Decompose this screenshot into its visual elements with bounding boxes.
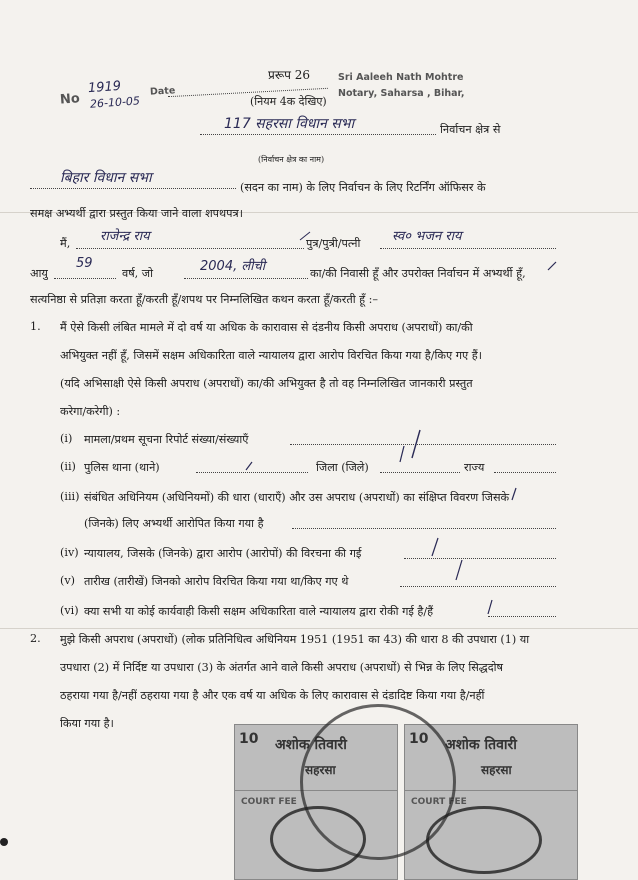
item-iv-number: (iv) [60,546,79,559]
notary-stamp-line1: Sri Aaleeh Nath Mohtre [338,72,464,83]
rule-reference: (नियम 4क देखिए) [250,95,327,108]
section1-line2: अभियुक्त नहीं हूँ, जिसमें सक्षम अधिकारिता वाले न्यायालय द्वारा आरोप विरचित किया गया है/किए गए हैं। [60,349,482,362]
item-iii-text2: (जिनके) लिए अभ्यर्थी आरोपित किया गया है [84,517,264,530]
house-handwritten: बिहार विधान सभा [60,170,152,186]
item-vi-number: (vi) [60,604,79,617]
item-i-text: मामला/प्रथम सूचना रिपोर्ट संख्या/संख्याएँ [84,433,249,446]
stamp-value: 10 [239,731,259,747]
oath-line: सत्यनिष्ठा से प्रतिज्ञा करता हूँ/करती हूँ/शपथ पर निम्नलिखित कथन करता हूँ/करती हूँ :– [30,293,379,306]
stamp-word: COURT FEE [241,797,297,807]
name-handwritten: राजेन्द्र राय [100,229,150,244]
stamp-seal-name: अशोक तिवारी [275,737,347,753]
section2-line4: किया गया है। [60,717,114,730]
father-handwritten: स्व० भजन राय [392,229,462,244]
main-label: मैं, [60,237,71,250]
reg-date-label: Date [149,85,176,98]
stamp-seal-sub: सहरसा [481,763,512,777]
intro-line2: समक्ष अभ्यर्थी द्वारा प्रस्तुत किया जाने वाला शपथपत्र। [30,207,243,220]
section1-line4: करेगा/करेगी) : [60,405,121,418]
cancellation-oval-seal [426,806,542,874]
section2-line2: उपधारा (2) में निर्दिष्ट या उपधारा (3) के अंतर्गत आने वाले किसी अपराध (अपराधों) से भिन्न के लिए सिद्धदोष [60,661,504,674]
resident-line: का/की निवासी हूँ और उपरोक्त निर्वाचन में अभ्यर्थी हूँ, [310,267,526,280]
item-iv-text: न्यायालय, जिसके (जिनके) द्वारा आरोप (आरोपों) की विरचना की गई [84,547,362,560]
stamp-seal-name: अशोक तिवारी [445,737,517,753]
stamp-word: COURT FEE [411,797,467,807]
age-label: आयु [30,267,48,280]
item-v-text: तारीख (तारीखें) जिनको आरोप विरचित किया गया था/किए गए थे [84,575,349,588]
cancellation-oval-seal [270,806,366,872]
address-handwritten: 2004, लीची [200,259,266,274]
constituency-sublabel: (निर्वाचन क्षेत्र का नाम) [258,155,325,164]
section2-number: 2. [30,632,41,645]
years-label: वर्ष, जो [122,267,153,280]
intro-line1: (सदन का नाम) के लिए निर्वाचन के लिए रिटर्निंग ऑफिसर के [240,181,486,194]
age-handwritten: 59 [76,256,93,271]
stamp-value: 10 [409,731,429,747]
item-ii-text: पुलिस थाना (थाने) [84,461,160,474]
punch-hole [0,838,8,846]
notary-stamp-line2: Notary, Saharsa , Bihar, [338,88,465,99]
form-title: प्ररूप 26 [268,68,311,82]
section1-line3: (यदि अभिसाक्षी ऐसे किसी अपराध (अपराधों) का/की अभियुक्त है तो वह निम्नलिखित जानकारी प्रस्तुत [60,377,473,390]
reg-date-value: 26-10-05 [89,94,141,111]
section2-line1: मुझे किसी अपराध (अपराधों) (लोक प्रतिनिधित्व अधिनियम 1951 (1951 का 43) की धारा 8 की उपधारा (1) या [60,633,530,646]
constituency-label: निर्वाचन क्षेत्र से [440,123,501,136]
section1-number: 1. [30,320,41,333]
item-vi-text: क्या सभी या कोई कार्यवाही किसी सक्षम अधिकारिता वाले न्यायालय द्वारा रोकी गई है/हैं [84,605,434,618]
item-ii-number: (ii) [60,460,76,473]
item-v-number: (v) [60,574,76,587]
stamp-seal-sub: सहरसा [305,763,336,777]
relation-label: पुत्र/पुत्री/पत्नी [306,237,361,250]
section2-line3: ठहराया गया है/नहीं ठहराया गया है और एक वर्ष या अधिक के लिए कारावास से दंडादिष्ट किया गया है/नहीं [60,689,485,702]
item-i-number: (i) [60,432,73,445]
reg-no-label: No [59,91,81,108]
item-ii-end: राज्य [464,461,485,474]
item-ii-mid: जिला (जिले) [316,461,369,474]
section1-line1: मैं ऐसे किसी लंबित मामले में दो वर्ष या अधिक के कारावास से दंडनीय किसी अपराध (अपराधों) का/की [60,321,473,334]
item-iii-number: (iii) [60,490,80,503]
item-iii-text: संबंधित अधिनियम (अधिनियमों) की धारा (धाराएँ) और उस अपराध (अपराधों) का संक्षिप्त विवरण जिसके [84,491,510,504]
constituency-handwritten: 117 सहरसा विधान सभा [224,116,355,132]
reg-no-value: 1919 [87,78,122,97]
